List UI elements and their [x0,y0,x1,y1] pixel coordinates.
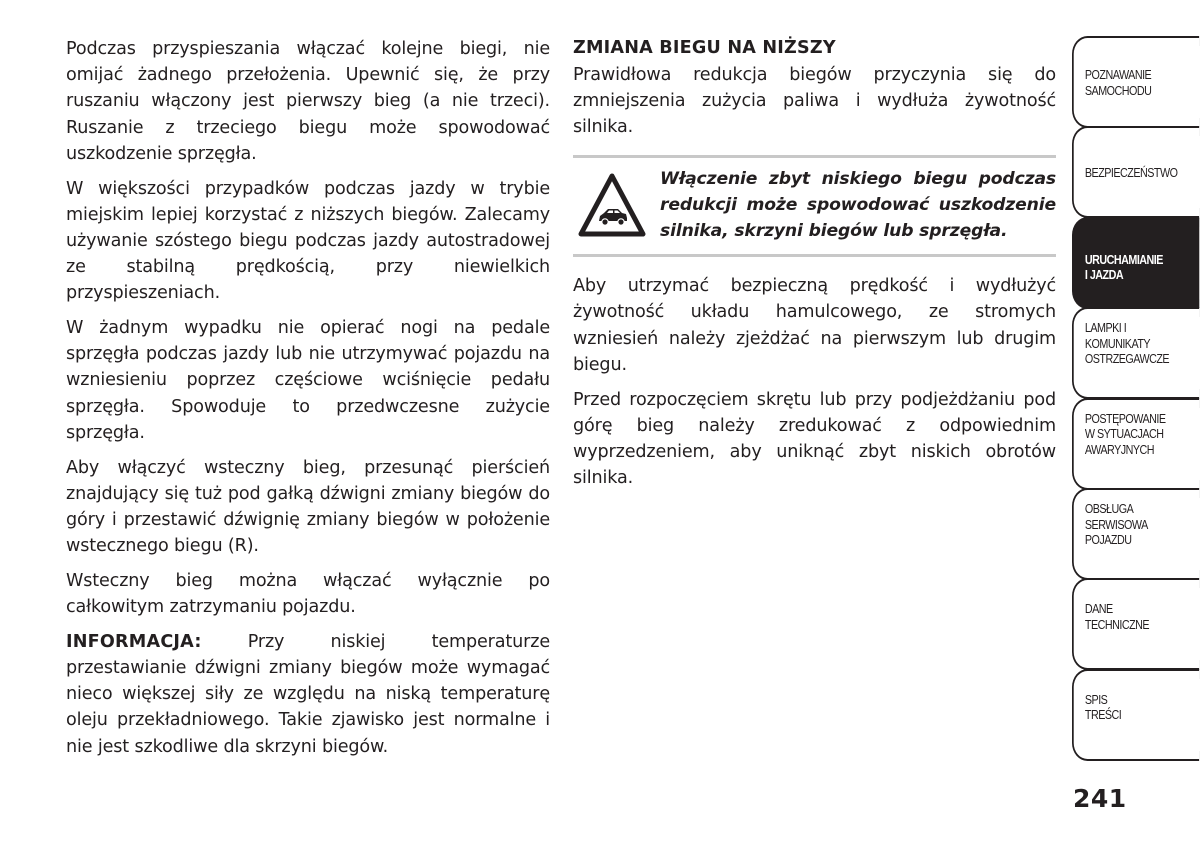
tab-uruchamianie-i-jazda[interactable] [1072,217,1199,309]
tab-label-line: TREŚCI [1084,708,1122,723]
tab-label-line: TECHNICZNE [1084,617,1150,632]
tab-label-line: SAMOCHODU [1084,83,1152,98]
warning-triangle-car-icon [578,172,646,240]
tab-label-line: POSTĘPOWANIE [1084,411,1166,426]
tab-label-line: I JAZDA [1084,268,1124,283]
tab-poznawanie-samochodu[interactable] [1072,36,1199,128]
tab-label-line: DANE [1084,602,1113,617]
tab-label-line: OSTRZEGAWCZE [1084,352,1170,367]
chapter-tabs [1072,36,1200,759]
tab-label-line: POZNAWANIE [1084,68,1152,82]
right-column [573,36,1056,500]
tab-label-line: URUCHAMIANIE [1084,252,1163,267]
tab-spis-tresci[interactable] [1072,669,1199,761]
tab-bezpieczenstwo[interactable] [1072,126,1199,218]
tab-dane-techniczne[interactable] [1072,578,1199,670]
warning-box [573,155,1056,258]
tab-label-line: W SYTUACJACH [1084,427,1164,442]
tab-label-line: OBSŁUGA [1084,502,1134,517]
section-heading: ZMIANA BIEGU NA NIŻSZY [573,38,836,58]
tab-label-line: AWARYJNYCH [1084,442,1155,457]
intro-paragraph: Prawidłowa redukcja biegów przyczynia się do zmniejszenia zużycia paliwa i wydłuża żywotność silnika. [573,65,1056,138]
tab-lampki-i-komunikaty[interactable] [1072,307,1199,399]
tab-label-line: KOMUNIKATY [1084,336,1151,351]
paragraph: Wsteczny bieg można włączać wyłącznie po całkowitym zatrzymaniu pojazdu. [66,570,550,618]
left-column [66,36,550,768]
tab-obsluga-serwisowa[interactable] [1072,488,1199,580]
tab-label-line: LAMPKI I [1084,321,1127,336]
paragraph: Aby utrzymać bezpieczną prędkość i wydłużyć żywotność układu hamulcowego, ze stromych wzniesień należy zjeżdżać na pierwszym lub drugim biegu. [573,276,1056,375]
tab-label-line: SPIS [1084,692,1108,707]
paragraph: Przed rozpoczęciem skrętu lub przy podjeżdżaniu pod górę bieg należy zredukować z odpowiednim wyprzedzeniem, aby uniknąć zbyt niskich obrotów silnika. [573,389,1056,489]
paragraph: Aby włączyć wsteczny bieg, przesunąć pierścień znajdujący się tuż pod gałką dźwigni zmiany biegów do góry i przestawić dźwignię zmiany biegów w położenie wstecznego biegu (R). [66,457,550,557]
tab-label-line: SERWISOWA [1084,517,1148,532]
paragraph: Podczas przyspieszania włączać kolejne biegi, nie omijać żadnego przełożenia. Upewnić się, że przy ruszaniu włączony jest pierwszy bieg (a nie trzeci). Ruszanie z trzeciego biegu może spowodować uszkodzenie sprzęgła. [66,39,550,164]
paragraph: W większości przypadków podczas jazdy w trybie miejskim lepiej korzystać z niższych biegów. Zalecamy używanie szóstego biegu podczas jazdy autostradowej ze stabilną prędkością, przy niewielkich przyspieszeniach. [66,178,550,304]
warning-text: Włączenie zbyt niskiego biegu podczas redukcji może spowodować uszkodzenie silnika, skrzyni biegów lub sprzęgła. [660,168,1056,242]
paragraph: W żadnym wypadku nie opierać nogi na pedale sprzęgła podczas jazdy lub nie utrzymywać pojazdu na wzniesieniu poprzez częściowe wciśnięcie pedału sprzęgła. Spowoduje to przedwczesne zużycie sprzęgła. [66,318,550,443]
tab-label-line: POJAZDU [1084,533,1132,548]
tab-label-line: BEZPIECZEŃSTWO [1084,166,1178,181]
page-number: 241 [1073,784,1127,813]
info-paragraph [66,629,550,760]
tab-postepowanie-w-sytuacjach[interactable] [1072,398,1199,490]
info-text: Przy niskiej temperaturze przestawianie dźwigni zmiany biegów może wymagać nieco większej siły ze względu na niską temperaturę oleju przekładniowego. Takie zjawisko jest normalne i nie jest szkodliwe dla skrzyni biegów. [66,631,550,757]
info-label: INFORMACJA: [66,631,202,652]
